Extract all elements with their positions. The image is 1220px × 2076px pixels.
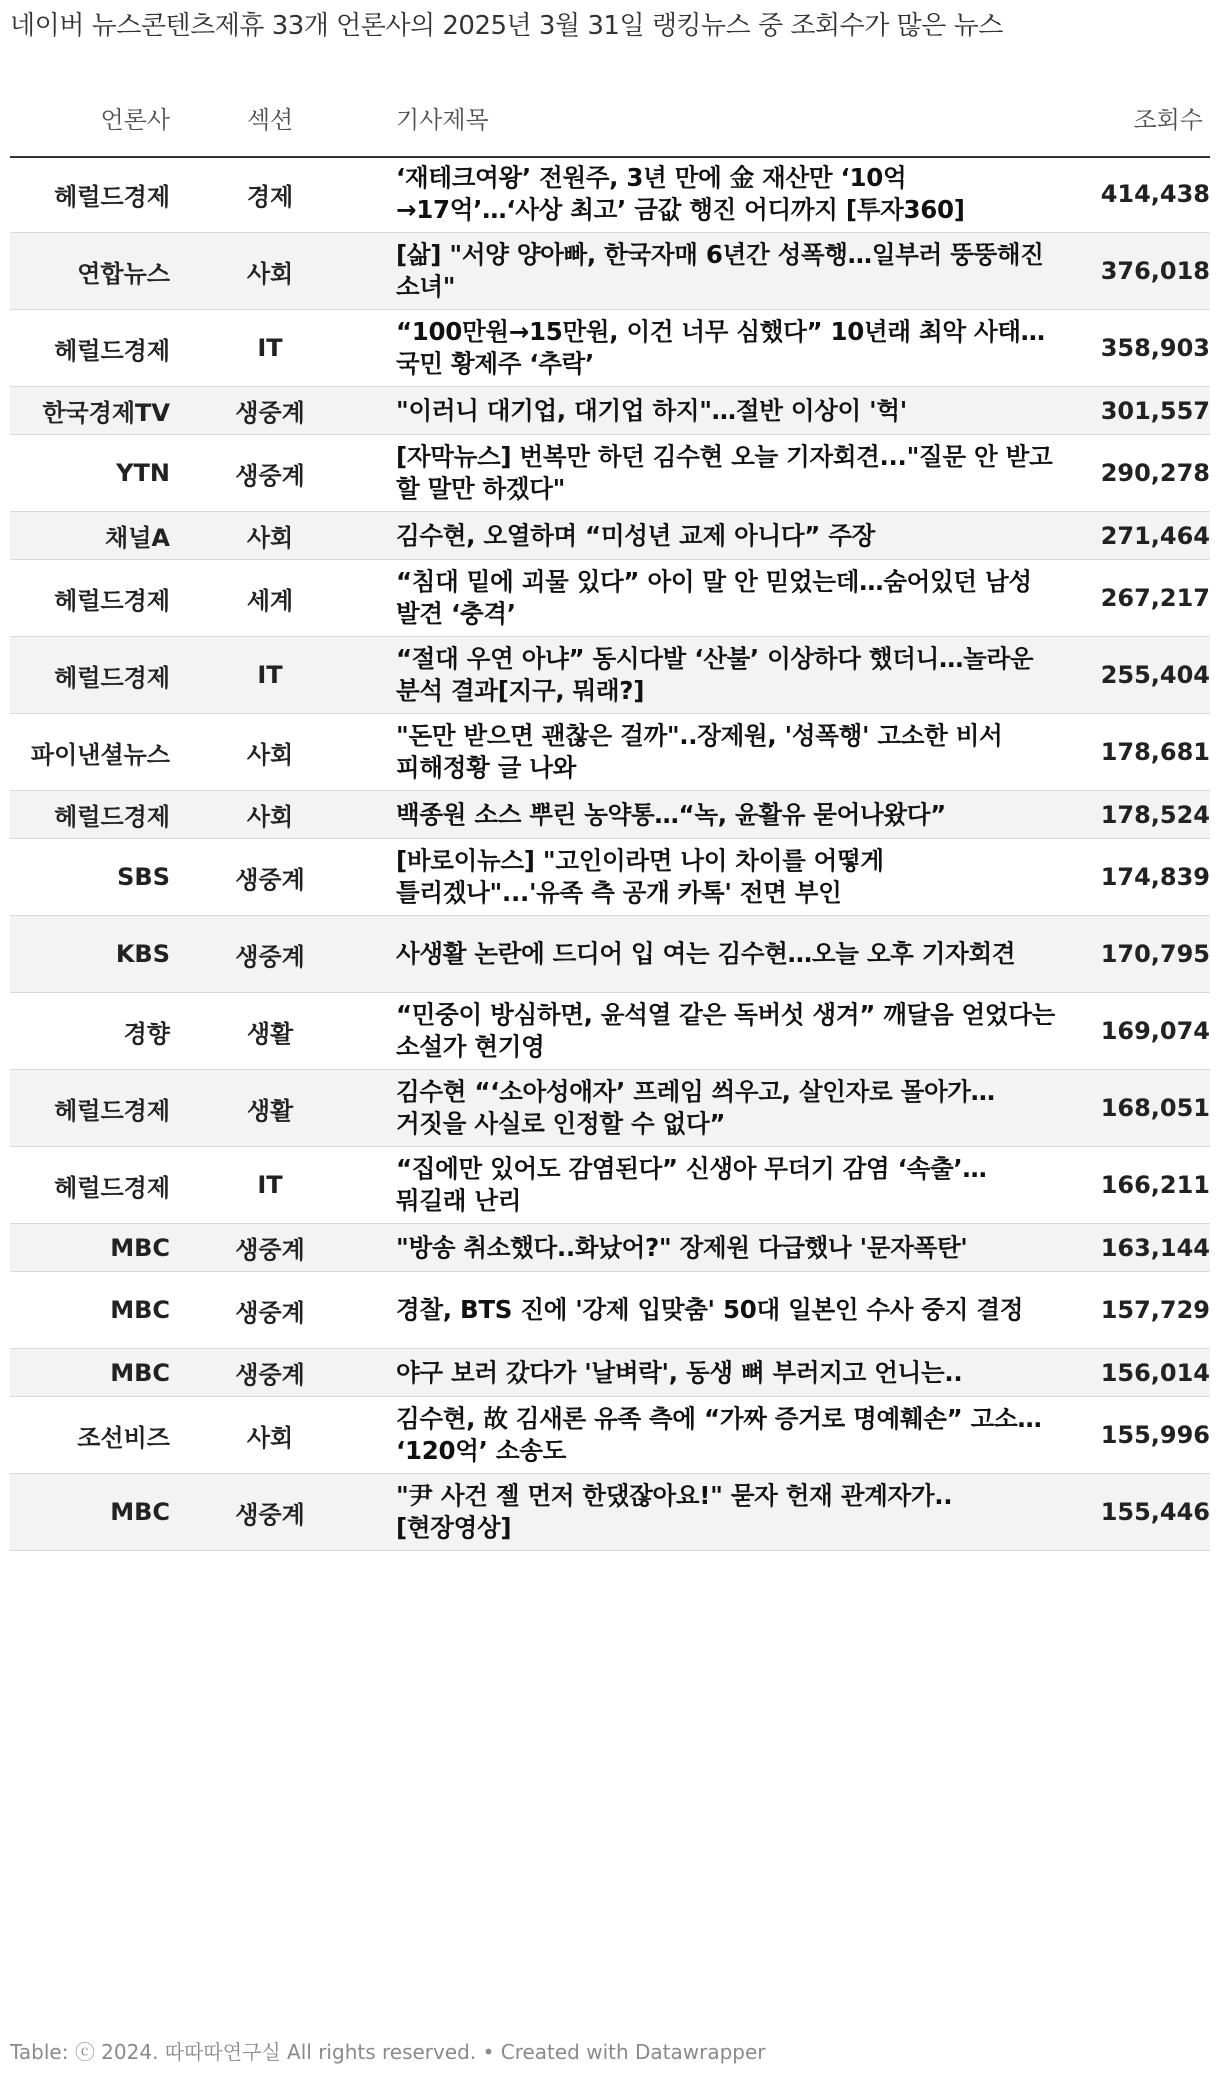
cell-section: 사회 <box>246 524 294 552</box>
cell-headline: “민중이 방심하면, 윤석열 같은 독버섯 생겨” 깨달음 얻었다는 소설가 현기영 <box>396 1000 1056 1061</box>
cell-section: 생중계 <box>235 461 305 490</box>
table-row <box>10 637 1210 714</box>
table-row <box>10 387 1210 435</box>
cell-section: 생활 <box>246 1019 294 1048</box>
cell-headline: 사생활 논란에 드디어 입 여는 김수현…오늘 오후 기자회견 <box>396 939 1016 968</box>
cell-headline: 김수현, 故 김새론 유족 측에 “가짜 증거로 명예훼손” 고소… ‘120억’ 소송도 <box>396 1404 1042 1465</box>
cell-views: 174,839 <box>1100 863 1210 891</box>
header-headline[interactable]: 기사제목 <box>396 106 489 134</box>
cell-section: 사회 <box>246 803 294 831</box>
cell-publisher: MBC <box>110 1296 170 1324</box>
cell-views: 155,446 <box>1100 1498 1210 1526</box>
table-row <box>10 1224 1210 1272</box>
cell-views: 168,051 <box>1100 1094 1210 1122</box>
cell-headline: 김수현, 오열하며 “미성년 교제 아니다” 주장 <box>396 520 875 550</box>
cell-views: 163,144 <box>1100 1233 1210 1262</box>
cell-views: 255,404 <box>1100 661 1210 689</box>
cell-publisher: 헤럴드경제 <box>54 803 170 831</box>
cell-publisher: 헤럴드경제 <box>54 1096 170 1125</box>
cell-section: 생중계 <box>235 865 305 894</box>
cell-section: 경제 <box>246 182 294 211</box>
cell-views: 358,903 <box>1100 334 1210 362</box>
cell-headline: [자막뉴스] 번복만 하던 김수현 오늘 기자회견..."질문 안 받고 할 말만 하겠다" <box>396 442 1053 503</box>
cell-headline: “100만원→15만원, 이건 너무 심했다” 10년래 최악 사태…국민 황제주 ‘추락’ <box>396 317 1045 378</box>
cell-views: 155,996 <box>1100 1421 1210 1449</box>
cell-section: 사회 <box>246 1423 294 1452</box>
header-publisher[interactable]: 언론사 <box>100 106 170 134</box>
table-row <box>10 839 1210 916</box>
cell-views: 178,681 <box>1100 738 1210 766</box>
table-row <box>10 310 1210 387</box>
cell-headline: "이러니 대기업, 대기업 하지"…절반 이상이 '헉' <box>396 395 907 425</box>
cell-headline: "방송 취소했다..화났어?" 장제원 다급했나 '문자폭탄' <box>396 1232 968 1262</box>
table-row <box>10 1397 1210 1474</box>
cell-views: 170,795 <box>1100 940 1210 968</box>
table-body <box>10 156 1210 1551</box>
table-row <box>10 512 1210 560</box>
chart-title: 네이버 뉴스콘텐츠제휴 33개 언론사의 2025년 3월 31일 랭킹뉴스 중 조회수가 많은 뉴스 <box>10 11 1003 41</box>
cell-publisher: 헤럴드경제 <box>54 182 170 211</box>
cell-headline: [바로이뉴스] "고인이라면 나이 차이를 어떻게 틀리겠나"...'유족 측 공개 카톡' 전면 부인 <box>396 846 884 907</box>
cell-section: 생중계 <box>235 1236 305 1264</box>
cell-views: 301,557 <box>1100 396 1210 425</box>
cell-section: IT <box>257 1171 283 1199</box>
cell-views: 178,524 <box>1100 800 1210 829</box>
cell-publisher: YTN <box>116 459 170 487</box>
cell-views: 271,464 <box>1100 521 1210 550</box>
cell-views: 157,729 <box>1100 1296 1210 1324</box>
cell-section: 사회 <box>246 740 294 769</box>
cell-headline: 야구 보러 갔다가 '날벼락', 동생 뼈 부러지고 언니는.. <box>396 1357 963 1387</box>
cell-headline: “절대 우연 아냐” 동시다발 ‘산불’ 이상하다 했더니…놀라운 분석 결과[지구, 뭐래?] <box>396 644 1034 705</box>
table-footer: Table: ⓒ 2024. 따따따연구실 All rights reserved. • Created with Datawrapper <box>10 2040 766 2064</box>
cell-section: IT <box>257 661 283 689</box>
cell-publisher: 채널A <box>105 524 170 552</box>
cell-views: 290,278 <box>1100 459 1210 487</box>
cell-views: 414,438 <box>1100 180 1210 208</box>
cell-publisher: MBC <box>110 1358 170 1387</box>
cell-section: 생중계 <box>235 1500 305 1529</box>
cell-headline: 경찰, BTS 진에 '강제 입맞춤' 50대 일본인 수사 중지 결정 <box>396 1295 1024 1324</box>
cell-headline: “집에만 있어도 감염된다” 신생아 무더기 감염 ‘속출’…뭐길래 난리 <box>396 1154 987 1215</box>
cell-publisher: 헤럴드경제 <box>54 663 170 692</box>
cell-section: 생중계 <box>235 1298 305 1327</box>
cell-publisher: KBS <box>115 940 170 968</box>
cell-section: 생활 <box>246 1096 294 1125</box>
cell-publisher: 파이낸셜뉴스 <box>30 740 170 769</box>
table-row <box>10 1070 1210 1147</box>
cell-views: 166,211 <box>1100 1171 1210 1199</box>
cell-publisher: 헤럴드경제 <box>54 336 170 365</box>
cell-publisher: 한국경제TV <box>42 399 170 427</box>
table-row <box>10 791 1210 839</box>
cell-headline: 김수현 “‘소아성애자’ 프레임 씌우고, 살인자로 몰아가…거짓을 사실로 인정할 수 없다” <box>396 1077 995 1138</box>
cell-section: IT <box>257 334 283 362</box>
table-row <box>10 233 1210 310</box>
cell-publisher: SBS <box>117 863 170 891</box>
table-row <box>10 1147 1210 1224</box>
cell-section: 사회 <box>246 259 294 288</box>
cell-views: 169,074 <box>1100 1017 1210 1045</box>
cell-publisher: 연합뉴스 <box>77 259 170 288</box>
cell-section: 생중계 <box>235 399 305 427</box>
table-row <box>10 714 1210 791</box>
table-row <box>10 435 1210 512</box>
header-section[interactable]: 섹션 <box>246 106 294 134</box>
cell-publisher: 조선비즈 <box>77 1423 170 1452</box>
cell-headline: "尹 사건 젤 먼저 한댔잖아요!" 묻자 헌재 관계자가.. [현장영상] <box>396 1481 953 1542</box>
table-row <box>10 156 1210 233</box>
cell-publisher: MBC <box>110 1498 170 1526</box>
cell-publisher: 헤럴드경제 <box>54 586 170 615</box>
cell-publisher: 경향 <box>123 1019 170 1048</box>
table-row <box>10 1272 1210 1349</box>
header-views[interactable]: 조회수 <box>1133 106 1203 134</box>
cell-section: 생중계 <box>235 1361 305 1389</box>
cell-views: 156,014 <box>1100 1358 1210 1387</box>
cell-views: 267,217 <box>1100 584 1210 612</box>
table-row <box>10 560 1210 637</box>
table-row <box>10 1474 1210 1551</box>
table-header <box>10 96 1210 158</box>
cell-views: 376,018 <box>1100 257 1210 285</box>
table-row <box>10 993 1210 1070</box>
cell-headline: 백종원 소스 뿌린 농약통…“녹, 윤활유 묻어나왔다” <box>396 799 946 829</box>
cell-publisher: MBC <box>110 1233 170 1262</box>
table-row <box>10 916 1210 993</box>
cell-headline: "돈만 받으면 괜찮은 걸까"..장제원, '성폭행' 고소한 비서 피해정황 글 나와 <box>396 721 1003 782</box>
table-row <box>10 1349 1210 1397</box>
cell-headline: [삶] "서양 양아빠, 한국자매 6년간 성폭행…일부러 뚱뚱해진 소녀" <box>396 240 1044 301</box>
cell-section: 생중계 <box>235 942 305 971</box>
cell-headline: “침대 밑에 괴물 있다” 아이 말 안 믿었는데…숨어있던 남성 발견 ‘충격’ <box>396 567 1032 628</box>
cell-headline: ‘재테크여왕’ 전원주, 3년 만에 金 재산만 ‘10억→17억’…‘사상 최고’ 금값 행진 어디까지 [투자360] <box>396 163 965 224</box>
cell-section: 세계 <box>246 586 294 615</box>
cell-publisher: 헤럴드경제 <box>54 1173 170 1202</box>
